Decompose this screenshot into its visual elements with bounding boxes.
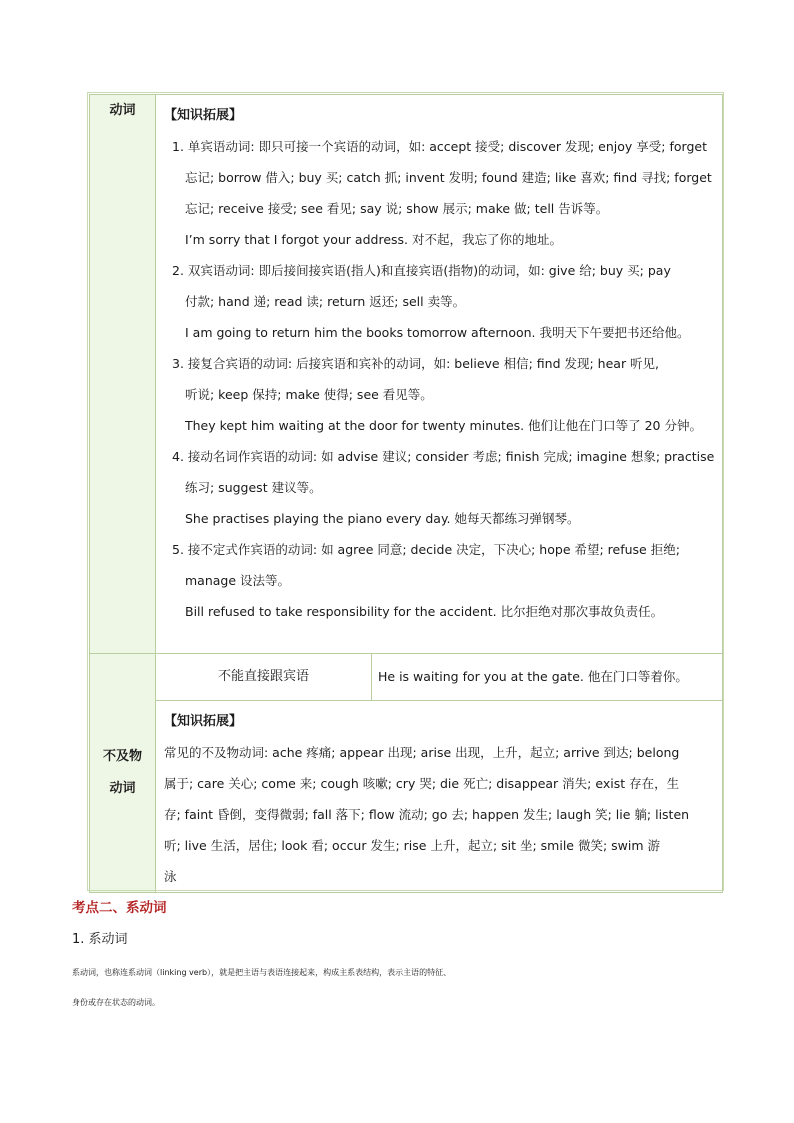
transitive-content bbox=[156, 95, 723, 654]
text-line: 4. 接动名词作宾语的动词: 如 advise 建议; consider 考虑; finish 完成; imagine 想象; practise bbox=[172, 449, 715, 464]
text-line: 属于; care 关心; come 来; cough 咳嗽; cry 哭; die 死亡; disappear 消失; exist 存在，生 bbox=[164, 776, 680, 791]
knowledge-heading-2: 【知识拓展】 bbox=[164, 714, 243, 729]
label-transitive-text: 动词 bbox=[109, 103, 136, 118]
text-line: 付款; hand 递; read 读; return 返还; sell 卖等。 bbox=[185, 294, 466, 309]
knowledge-heading-1: 【知识拓展】 bbox=[164, 108, 243, 123]
intransitive-content bbox=[156, 701, 723, 893]
text-line: 5. 接不定式作宾语的动词: 如 agree 同意; decide 决定，下决心; hope 希望; refuse 拒绝; bbox=[172, 542, 680, 557]
verb-table bbox=[89, 94, 723, 893]
section-paragraph bbox=[72, 958, 752, 1018]
example-line: I am going to return him the books tomorrow afternoon. 我明天下午要把书还给他。 bbox=[185, 325, 690, 340]
example-line: They kept him waiting at the door for twenty minutes. 他们让他在门口等了 20 分钟。 bbox=[185, 418, 702, 433]
text-line: 1. 单宾语动词: 即只可接一个宾语的动词，如: accept 接受; discover 发现; enjoy 享受; forget bbox=[172, 139, 707, 154]
rule-cell: 不能直接跟宾语 bbox=[156, 654, 372, 701]
label-intransitive bbox=[90, 654, 156, 893]
row-intransitive-detail bbox=[90, 701, 723, 893]
label-intransitive-line2: 动词 bbox=[109, 781, 136, 796]
label-transitive bbox=[90, 95, 156, 654]
text-line: 存; faint 昏倒，变得微弱; fall 落下; flow 流动; go 去; happen 发生; laugh 笑; lie 躺; listen bbox=[164, 807, 690, 822]
section-title: 考点二、系动词 bbox=[72, 900, 167, 916]
text-line: 常见的不及物动词: ache 疼痛; appear 出现; arise 出现，上升，起立; arrive 到达; belong bbox=[164, 745, 680, 760]
text-line: 听说; keep 保持; make 使得; see 看见等。 bbox=[185, 387, 433, 402]
text-line: 练习; suggest 建议等。 bbox=[185, 480, 322, 495]
text-line: 听; live 生活，居住; look 看; occur 发生; rise 上升，起立; sit 坐; smile 微笑; swim 游 bbox=[164, 838, 661, 853]
subsection-title: 1. 系动词 bbox=[72, 932, 128, 947]
text-line: manage 设法等。 bbox=[185, 573, 291, 588]
text-line: 2. 双宾语动词: 即后接间接宾语(指人)和直接宾语(指物)的动词，如: give 给; buy 买; pay bbox=[172, 263, 671, 278]
row-intransitive-rule bbox=[90, 654, 723, 701]
example-line: She practises playing the piano every day. 她每天都练习弹钢琴。 bbox=[185, 511, 580, 526]
rule-example-cell: He is waiting for you at the gate. 他在门口等着你。 bbox=[372, 654, 723, 701]
example-line: I’m sorry that I forgot your address. 对不起，我忘了你的地址。 bbox=[185, 232, 562, 247]
text-line: 3. 接复合宾语的动词: 后接宾语和宾补的动词，如: believe 相信; find 发现; hear 听见, bbox=[172, 356, 660, 371]
text-line: 泳 bbox=[164, 869, 177, 884]
label-intransitive-line1: 不及物 bbox=[102, 749, 142, 764]
example-line: Bill refused to take responsibility for the accident. 比尔拒绝对那次事故负责任。 bbox=[185, 604, 664, 619]
text-line: 忘记; borrow 借入; buy 买; catch 抓; invent 发明; found 建造; like 喜欢; find 寻找; forget bbox=[185, 170, 712, 185]
text-line: 忘记; receive 接受; see 看见; say 说; show 展示; make 做; tell 告诉等。 bbox=[185, 201, 609, 216]
row-transitive bbox=[90, 95, 723, 654]
paragraph-line: 系动词，也称连系动词（linking verb），就是把主语与表语连接起来，构成主系表结构，表示主语的特征、 bbox=[72, 968, 452, 977]
paragraph-line: 身份或存在状态的动词。 bbox=[72, 998, 160, 1007]
